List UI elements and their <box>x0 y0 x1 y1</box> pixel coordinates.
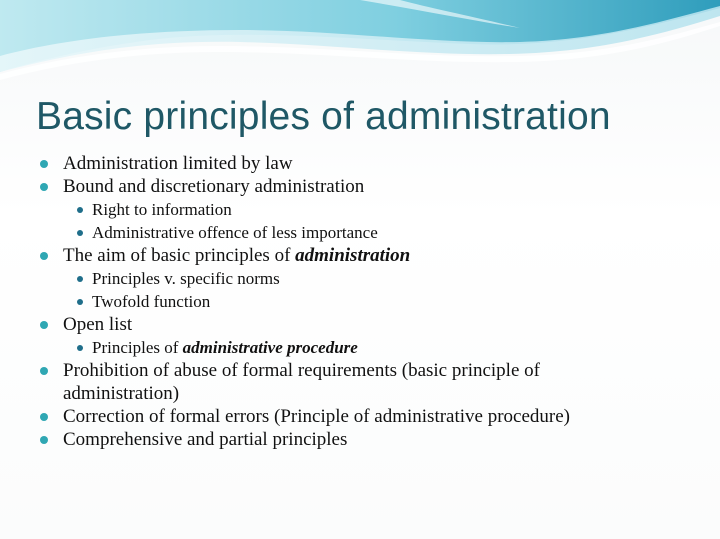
sub-bullet-item <box>40 336 680 359</box>
slide-title: Basic principles of administration <box>36 95 611 138</box>
sub-bullet-dot-icon <box>77 276 83 282</box>
sub-bullet-dot-icon <box>77 207 83 213</box>
bullet-item <box>40 152 680 175</box>
bullet-item <box>40 175 680 198</box>
bullet-item <box>40 313 680 336</box>
bullet-text: Comprehensive and partial principles <box>63 429 348 450</box>
header-wave-decoration <box>0 0 720 90</box>
sub-bullet-dot-icon <box>77 230 83 236</box>
bullet-text: Administration limited by law <box>63 153 293 174</box>
bullet-text-line-1: Prohibition of abuse of formal requirements (basic principle of <box>63 360 540 381</box>
bullet-dot-icon <box>40 413 48 421</box>
sub-bullet-dot-icon <box>77 345 83 351</box>
bullet-text: Open list <box>63 314 133 335</box>
sub-bullet-text: Administrative offence of less importance <box>92 223 378 242</box>
sub-bullet-item <box>40 221 680 244</box>
bullet-text: Bound and discretionary administration <box>63 176 365 197</box>
sub-bullet-emphasis: administrative procedure <box>182 338 358 357</box>
bullet-item <box>40 359 680 405</box>
bullet-dot-icon <box>40 367 48 375</box>
bullet-text: The aim of basic principles of <box>63 245 296 266</box>
sub-bullet-text: Twofold function <box>92 292 211 311</box>
sub-bullet-text: Principles of <box>92 338 183 357</box>
bullet-dot-icon <box>40 183 48 191</box>
bullet-item <box>40 244 680 267</box>
sub-bullet-text: Right to information <box>92 200 232 219</box>
sub-bullet-item <box>40 267 680 290</box>
sub-bullet-text: Principles v. specific norms <box>92 269 280 288</box>
bullet-dot-icon <box>40 252 48 260</box>
bullet-text-line-2: administration) <box>63 383 180 404</box>
bullet-emphasis: administration <box>295 245 411 266</box>
bullet-item <box>40 405 680 428</box>
bullet-item <box>40 428 680 451</box>
bullet-list <box>40 152 680 451</box>
sub-bullet-item <box>40 198 680 221</box>
bullet-dot-icon <box>40 321 48 329</box>
bullet-dot-icon <box>40 160 48 168</box>
sub-bullet-item <box>40 290 680 313</box>
sub-bullet-dot-icon <box>77 299 83 305</box>
bullet-text: Correction of formal errors (Principle of administrative procedure) <box>63 406 571 427</box>
bullet-dot-icon <box>40 436 48 444</box>
